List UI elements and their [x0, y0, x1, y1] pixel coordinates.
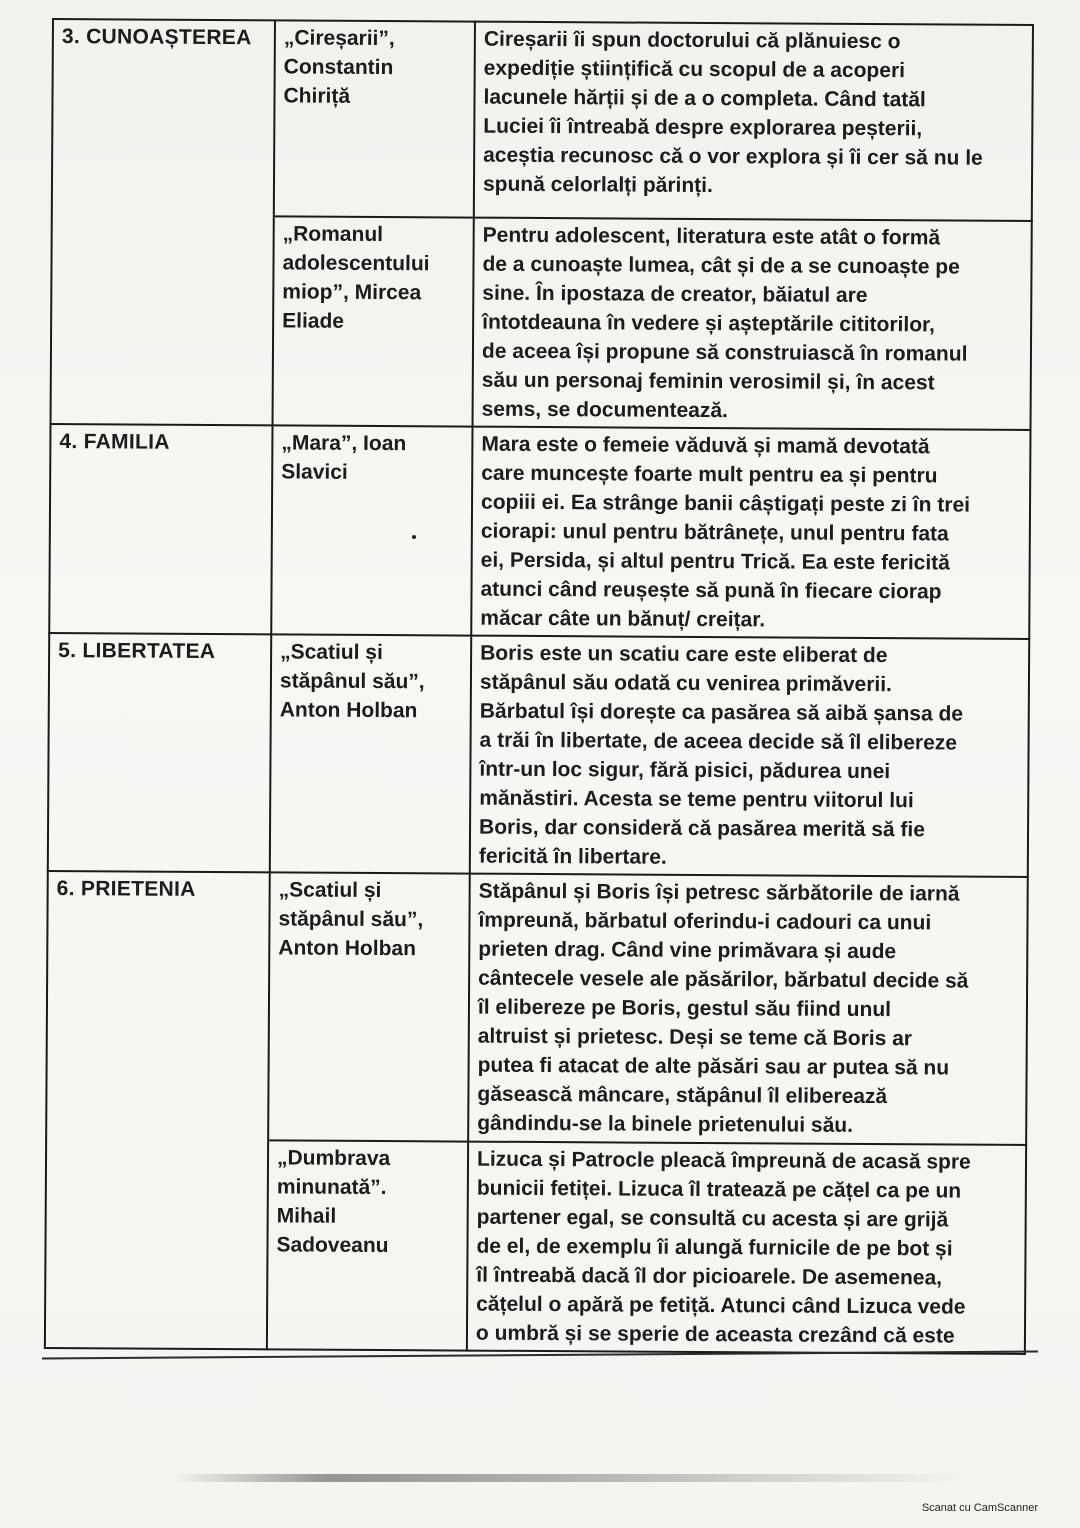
description-text: Mara este o femeie văduvă și mamă devotată care muncește foarte mult pentru ea și pentru copiii ei. Ea strânge banii câștigați peste zi în trei ciorapi: unul pentru bătrânețe, unul pentru fata ei, Persida, și altul pentru Trică. Ea este fericită atunci când reușește să pună în fiecare ciorap măcar câte un bănuț/ creițar. — [480, 432, 971, 632]
table-row — [45, 1139, 1026, 1354]
theme-cell — [48, 633, 271, 872]
description-cell — [473, 218, 1032, 430]
work-title: „Dumbrava minunată”. Mihail Sadoveanu — [276, 1146, 391, 1258]
description-text: Pentru adolescent, literatura este atât o formă de a cunoaște lumea, cât și de a se cunoaște pe sine. În ipostaza de creator, băiatul are întotdeauna în vedere și așteptările cititorilor, de aceea își propune să construiască în romanul său un personaj feminin verosimil și, în acest sems, se documentează. — [481, 223, 968, 423]
scanner-watermark: Scanat cu CamScanner — [921, 1502, 1038, 1514]
table-row — [51, 215, 1032, 430]
theme-cell — [51, 215, 274, 425]
theme-cell — [46, 871, 270, 1140]
theme-label: 3. CUNOAȘTEREA — [61, 25, 252, 50]
description-cell — [468, 874, 1028, 1145]
work-title: „Mara”, Ioan Slavici — [281, 431, 407, 484]
work-title: „Romanul adolescentului miop”, Mircea Eliade — [282, 222, 430, 333]
theme-cell — [52, 19, 275, 216]
work-cell — [271, 425, 472, 635]
description-text: Boris este un scatiu care este eliberat de stăpânul său odată cu venirea primăverii. Bărbatul își dorește ca pasărea să aibă șansa de a trăi în libertate, de aceea decide să îl elibereze într-un loc sigur, fără pisici, pădurea unei mănăstiri. Acesta se teme pentru viitorul lui Boris, dar consideră că pasărea merită să fie fericită în libertare. — [478, 641, 964, 869]
work-cell — [267, 1140, 468, 1350]
theme-cell — [49, 424, 272, 634]
description-cell — [474, 22, 1033, 221]
work-cell — [273, 216, 474, 426]
work-title: „Scatiul și stăpânul său”, Anton Holban — [279, 640, 425, 723]
description-cell — [471, 427, 1030, 639]
theme-label: 6. PRIETENIA — [56, 877, 196, 901]
description-text: Stăpânul și Boris își petresc sărbătorile de iarnă împreună, bărbatul oferindu-i cadouri ca unui prieten drag. Când vine primăvara și aude cântecele vesele ale păsărilor, bărbatul decide să îl elibereze pe Boris, gestul său fiind unul altruist și prietesc. Deși se teme că Boris ar putea fi atacat de alte păsări sau ar putea să nu găsească mâncare, stăpânul îl eliberează gândindu-se la binele prietenului său. — [477, 879, 969, 1137]
theme-label: 4. FAMILIA — [59, 430, 170, 454]
table-row — [46, 871, 1028, 1145]
ink-speck — [412, 535, 416, 539]
work-cell — [274, 20, 475, 217]
work-title: „Cireșarii”, Constantin Chiriță — [283, 26, 395, 108]
table-row — [48, 633, 1029, 877]
scan-shadow — [170, 1474, 970, 1482]
work-title: „Scatiul și stăpânul său”, Anton Holban — [278, 878, 424, 961]
work-cell — [270, 634, 471, 873]
description-cell — [470, 636, 1029, 877]
table-row — [52, 19, 1033, 221]
theme-cell — [45, 1139, 268, 1349]
theme-label: 5. LIBERTATEA — [58, 639, 216, 664]
description-text: Cireșarii îi spun doctorului că plănuiesc o expediție științifică cu scopul de a acoperi lacunele hărții și de a o completa. Când tatăl Luciei îi întreabă despre explorarea peșterii, aceștia recunosc că o vor explora și îi cer să nu le spună celorlalți părinți. — [482, 27, 983, 198]
literature-themes-table — [44, 18, 1034, 1355]
work-cell — [268, 872, 470, 1141]
description-cell — [467, 1142, 1026, 1354]
description-text: Lizuca și Patrocle pleacă împreună de acasă spre bunicii fetiței. Lizuca îl tratează pe cățel ca pe un partener egal, se consultă cu acesta și are grijă de el, de exemplu îi alungă furnicile de pe bot și îl întreabă dacă îl dor picioarele. De asemenea, cățelul o apără pe fetiță. Atunci când Lizuca vede o umbră și se sperie de aceasta crezând că este — [475, 1147, 971, 1348]
table-row — [49, 424, 1030, 639]
